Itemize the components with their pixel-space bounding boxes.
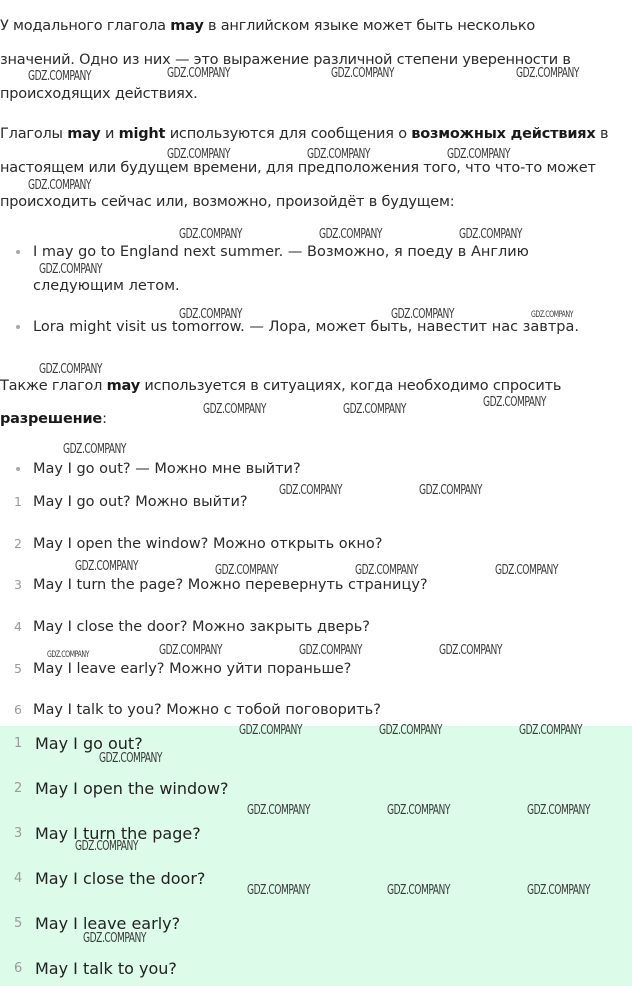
list-item-text: I may go to England next summer. — Возможно, я поеду в Англию <box>33 244 529 260</box>
bullet-dot-icon <box>16 467 20 471</box>
bold-term: разрешение <box>0 411 103 427</box>
answer-block <box>0 723 632 986</box>
watermark-text: GDZ.COMPANY <box>39 362 103 377</box>
exercise-item <box>0 527 632 561</box>
watermark-text: GDZ.COMPANY <box>203 402 267 417</box>
watermark-text: GDZ.COMPANY <box>516 66 580 81</box>
item-number: 4 <box>14 871 23 886</box>
item-text: May I close the door? Можно закрыть дверь? <box>33 619 370 635</box>
exercise-item <box>0 610 632 644</box>
watermark-text: GDZ.COMPANY <box>47 650 90 660</box>
item-number: 1 <box>14 736 23 751</box>
watermark-text: GDZ.COMPANY <box>355 563 419 578</box>
paragraph-line <box>0 9 632 43</box>
watermark-text: GDZ.COMPANY <box>179 307 243 322</box>
text: У модального глагола <box>0 18 171 34</box>
watermark-text: GDZ.COMPANY <box>28 69 92 84</box>
item-number: 3 <box>14 577 22 592</box>
item-text: May I talk to you? <box>35 959 177 978</box>
watermark-text: GDZ.COMPANY <box>331 66 395 81</box>
bold-term: may <box>67 126 101 142</box>
watermark-text: GDZ.COMPANY <box>167 66 231 81</box>
answer-item <box>0 772 632 806</box>
text: Глаголы <box>0 126 68 142</box>
watermark-text: GDZ.COMPANY <box>28 178 92 193</box>
text: используются для сообщения о <box>165 126 412 142</box>
text: и <box>100 126 119 142</box>
watermark-text: GDZ.COMPANY <box>179 227 243 242</box>
watermark-text: GDZ.COMPANY <box>387 883 451 898</box>
item-number: 1 <box>14 494 22 509</box>
item-text: May I open the window? <box>35 779 229 798</box>
bullet-dot-icon <box>16 250 20 254</box>
item-text: May I close the door? <box>35 869 206 888</box>
item-number: 6 <box>14 702 22 717</box>
item-number: 3 <box>14 826 23 841</box>
paragraph-line <box>0 117 632 151</box>
watermark-text: GDZ.COMPANY <box>391 307 455 322</box>
item-number: 5 <box>14 916 23 931</box>
watermark-text: GDZ.COMPANY <box>439 643 503 658</box>
watermark-text: GDZ.COMPANY <box>239 723 303 738</box>
watermark-text: GDZ.COMPANY <box>75 839 139 854</box>
watermark-text: GDZ.COMPANY <box>483 395 547 410</box>
watermark-text: GDZ.COMPANY <box>527 883 591 898</box>
watermark-text: GDZ.COMPANY <box>167 147 231 162</box>
list-item-text: следующим летом. <box>33 278 180 294</box>
bold-term: may <box>106 378 140 394</box>
watermark-text: GDZ.COMPANY <box>387 803 451 818</box>
item-text: May I go out? Можно выйти? <box>33 494 248 510</box>
watermark-text: GDZ.COMPANY <box>39 262 103 277</box>
watermark-text: GDZ.COMPANY <box>459 227 523 242</box>
text: : <box>102 411 107 427</box>
watermark-text: GDZ.COMPANY <box>419 483 483 498</box>
item-number: 6 <box>14 961 23 976</box>
bold-term: might <box>118 126 166 142</box>
watermark-text: GDZ.COMPANY <box>215 563 279 578</box>
watermark-text: GDZ.COMPANY <box>99 751 163 766</box>
paragraph-line: происходить сейчас или, возможно, произойдёт в будущем: <box>0 194 455 210</box>
watermark-text: GDZ.COMPANY <box>307 147 371 162</box>
item-text: May I leave early? Можно уйти пораньше? <box>33 661 352 677</box>
watermark-text: GDZ.COMPANY <box>247 883 311 898</box>
bold-term: may <box>170 18 204 34</box>
item-number: 4 <box>14 619 22 634</box>
watermark-text: GDZ.COMPANY <box>83 931 147 946</box>
paragraph-line: значений. Одно из них — это выражение различной степени уверенности в <box>0 52 571 68</box>
answer-item <box>0 952 632 986</box>
item-text: May I turn the page? <box>35 824 201 843</box>
item-text: May I go out? <box>35 734 143 753</box>
item-number: 5 <box>14 661 22 676</box>
watermark-text: GDZ.COMPANY <box>279 483 343 498</box>
bullet-dot-icon <box>16 325 20 329</box>
exercise-item <box>0 693 632 727</box>
watermark-text: GDZ.COMPANY <box>379 723 443 738</box>
text: Также глагол <box>0 378 107 394</box>
paragraph-line: настоящем или будущем времени, для предположения того, что что-то может <box>0 160 596 176</box>
watermark-text: GDZ.COMPANY <box>159 643 223 658</box>
list-item-text: May I go out? — Можно мне выйти? <box>33 461 301 477</box>
item-text: May I open the window? Можно открыть окно? <box>33 536 383 552</box>
watermark-text: GDZ.COMPANY <box>527 803 591 818</box>
watermark-text: GDZ.COMPANY <box>447 147 511 162</box>
item-text: May I talk to you? Можно с тобой поговорить? <box>33 702 381 718</box>
paragraph-line: происходящих действиях. <box>0 86 198 102</box>
bold-term: возможных действиях <box>411 126 596 142</box>
list-item-text: Lora might visit us tomorrow. — Лора, может быть, навестит нас завтра. <box>33 319 579 335</box>
text: в <box>595 126 609 142</box>
watermark-text: GDZ.COMPANY <box>319 227 383 242</box>
watermark-text: GDZ.COMPANY <box>299 643 363 658</box>
watermark-text: GDZ.COMPANY <box>495 563 559 578</box>
watermark-text: GDZ.COMPANY <box>75 559 139 574</box>
item-number: 2 <box>14 536 22 551</box>
item-number: 2 <box>14 781 23 796</box>
watermark-text: GDZ.COMPANY <box>531 310 574 320</box>
watermark-text: GDZ.COMPANY <box>63 442 127 457</box>
item-text: May I leave early? <box>35 914 181 933</box>
watermark-text: GDZ.COMPANY <box>247 803 311 818</box>
text: используется в ситуациях, когда необходимо спросить <box>139 378 562 394</box>
text: в английском языке может быть несколько <box>203 18 536 34</box>
item-text: May I turn the page? Можно перевернуть страницу? <box>33 577 428 593</box>
watermark-text: GDZ.COMPANY <box>343 402 407 417</box>
watermark-text: GDZ.COMPANY <box>519 723 583 738</box>
